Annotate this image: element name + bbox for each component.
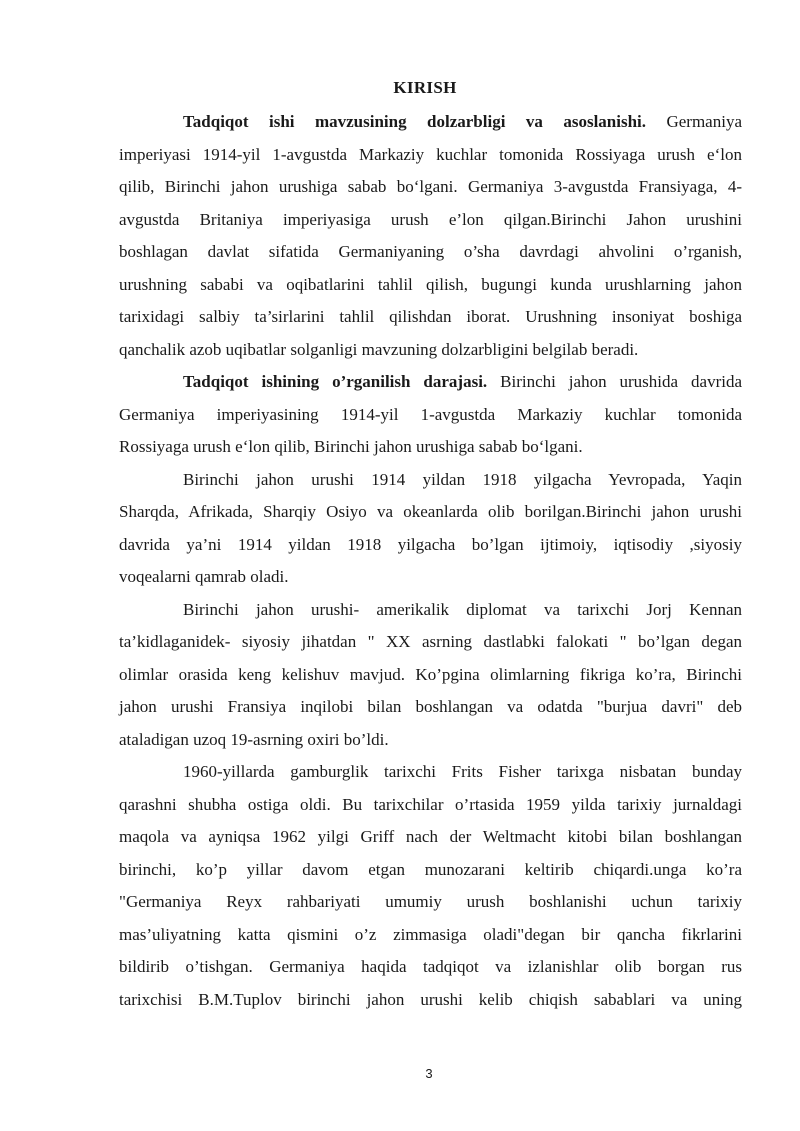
paragraph-line: Germaniya imperiyasining 1914-yil 1-avgustda Markaziy kuchlar tomonida (119, 404, 742, 424)
paragraph-line: davrida ya’ni 1914 yildan 1918 yilgacha bo’lgan ijtimoiy, iqtisodiy ,siyosiy (119, 534, 742, 554)
paragraph-line: qanchalik azob uqibatlar solganligi mavzuning dolzarbligini belgilab beradi. (119, 339, 639, 359)
paragraph-line: boshlagan davlat sifatida Germaniyaning o’sha davrdagi ahvolini o’rganish, (119, 242, 742, 261)
paragraph-line: urushning sababi va oqibatlarini tahlil qilish, bugungi kunda urushlarning jahon (119, 274, 742, 294)
paragraph-text: Birinchi jahon urushida davrida (487, 372, 742, 391)
paragraph-text: Germaniya (646, 112, 742, 131)
paragraph-line (119, 366, 742, 399)
paragraph-line: bildirib o’tishgan. Germaniya haqida tadqiqot va izlanishlar olib borgan rus (119, 957, 742, 976)
paragraph-line: maqola va ayniqsa 1962 yilgi Griff nach der Weltmacht kitobi bilan boshlangan (119, 827, 742, 846)
paragraph-line: tarixidagi salbiy ta’sirlarini tahlil qilishdan iborat. Urushning insoniyat boshiga (119, 307, 742, 326)
paragraph-line: qarashni shubha ostiga oldi. Bu tarixchilar o’rtasida 1959 yilda tarixiy jurnaldagi (119, 794, 742, 814)
document-body (119, 106, 742, 1016)
paragraph-line: Birinchi jahon urushi 1914 yildan 1918 yilgacha Yevropada, Yaqin (183, 469, 742, 489)
paragraph-heading: Tadqiqot ishi mavzusining dolzarbligi va asoslanishi. (183, 112, 647, 131)
paragraph-line: tarixchisi B.M.Tuplov birinchi jahon urushi kelib chiqish sabablari va uning (119, 989, 742, 1009)
paragraph-line: Rossiyaga urush e‘lon qilib, Birinchi jahon urushiga sabab bo‘lgani. (119, 437, 583, 456)
paragraph-line: voqealarni qamrab oladi. (119, 567, 289, 586)
paragraph-line: birinchi, ko’p yillar davom etgan munozarani keltirib chiqardi.unga ko’ra (119, 859, 742, 879)
paragraph-line: 1960-yillarda gamburglik tarixchi Frits Fisher tarixga nisbatan bunday (183, 762, 742, 781)
paragraph-line (119, 106, 742, 139)
paragraph-line: qilib, Birinchi jahon urushiga sabab bo‘lgani. Germaniya 3-avgustda Fransiyaga, 4- (119, 177, 742, 196)
paragraph-line: ta’kidlaganidek- siyosiy jihatdan " XX asrning dastlabki falokati " bo’lgan degan (119, 632, 742, 651)
paragraph-line: jahon urushi Fransiya inqilobi bilan boshlangan va odatda "burjua davri" deb (119, 697, 742, 716)
page-title: KIRISH (393, 78, 457, 97)
paragraph-line: imperiyasi 1914-yil 1-avgustda Markaziy kuchlar tomonida Rossiyaga urush e‘lon (119, 144, 742, 164)
paragraph-line: avgustda Britaniya imperiyasiga urush e’lon qilgan.Birinchi Jahon urushini (119, 209, 742, 229)
paragraph-heading: Tadqiqot ishining o’rganilish darajasi. (183, 372, 488, 391)
paragraph-line: olimlar orasida keng kelishuv mavjud. Ko’pgina olimlarning fikriga ko’ra, Birinchi (119, 664, 742, 684)
paragraph-line: Sharqda, Afrikada, Sharqiy Osiyo va okeanlarda olib borilgan.Birinchi jahon urushi (119, 502, 742, 521)
paragraph-line: "Germaniya Reyx rahbariyati umumiy urush boshlanishi uchun tarixiy (119, 892, 742, 911)
page-number: 3 (425, 1066, 433, 1081)
paragraph-line: mas’uliyatning katta qismini o’z zimmasiga oladi"degan bir qancha fikrlarini (119, 924, 742, 944)
paragraph-line: Birinchi jahon urushi- amerikalik diplomat va tarixchi Jorj Kennan (183, 599, 742, 619)
paragraph-line: ataladigan uzoq 19-asrning oxiri bo’ldi. (119, 729, 389, 749)
